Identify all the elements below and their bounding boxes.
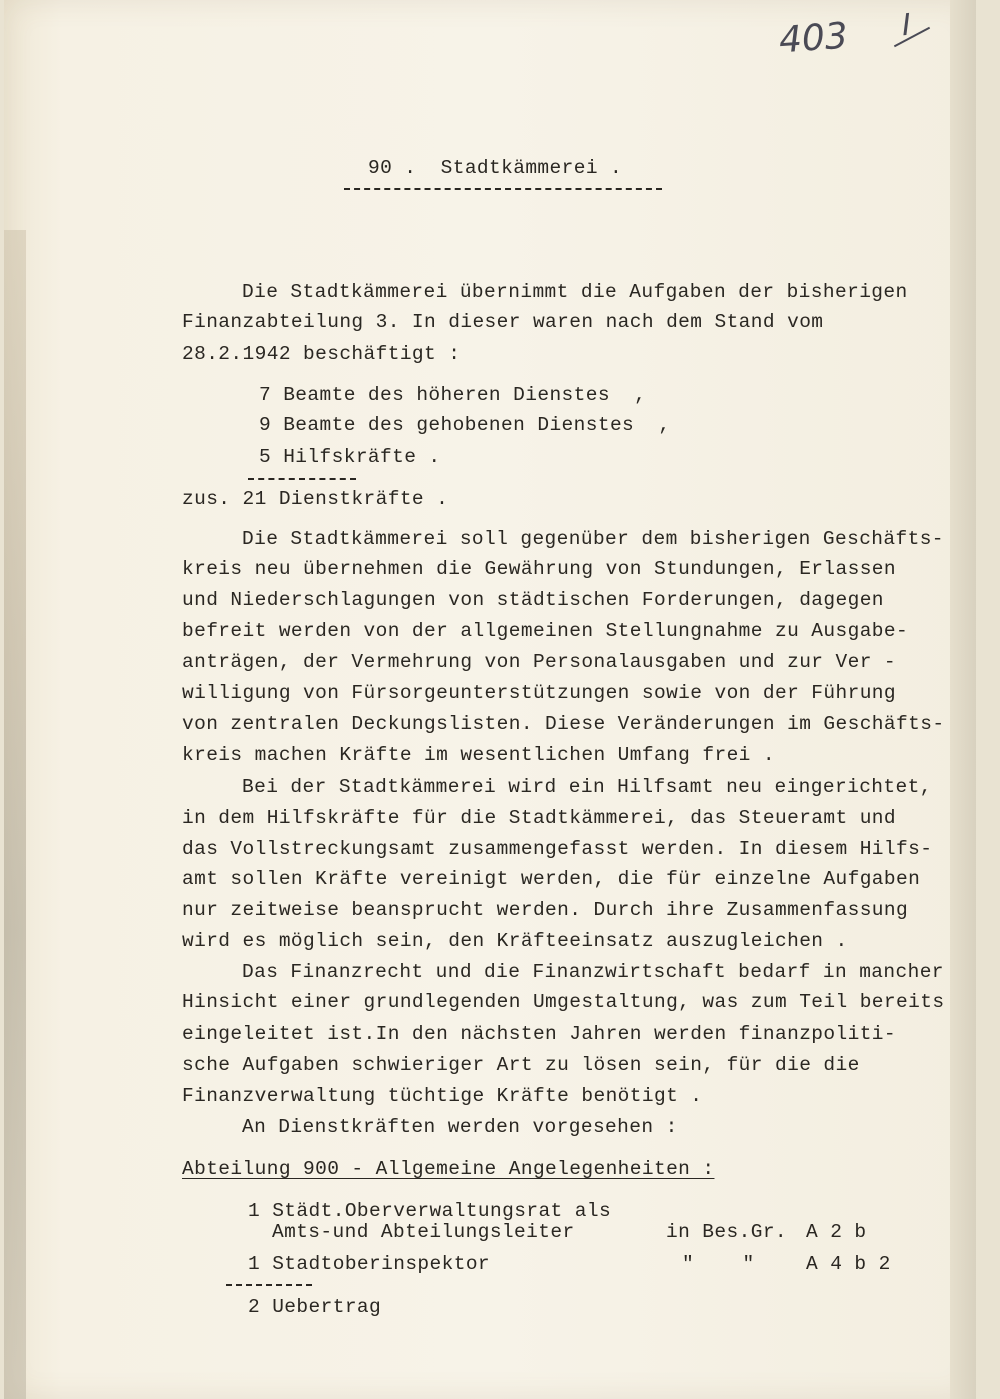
- paragraph4-line: Finanzverwaltung tüchtige Kräfte benötigt .: [182, 1085, 703, 1107]
- paragraph1-line: Die Stadtkämmerei übernimmt die Aufgaben der bisherigen: [242, 281, 908, 303]
- paragraph3-line: amt sollen Kräfte vereinigt werden, die für einzelne Aufgaben: [182, 868, 921, 890]
- carry-over: 2 Uebertrag: [248, 1296, 382, 1318]
- paragraph2-line: anträgen, der Vermehrung von Personalausgaben und zur Ver -: [182, 651, 897, 673]
- paragraph3-line: nur zeitweise beansprucht werden. Durch ihre Zusammenfassung: [182, 899, 909, 921]
- paragraph3-line: in dem Hilfskräfte für die Stadtkämmerei, das Steueramt und: [182, 807, 897, 829]
- position-title: 1 Stadtoberinspektor: [248, 1253, 491, 1275]
- document-page: [4, 0, 976, 1399]
- paragraph3-line: wird es möglich sein, den Kräfteeinsatz auszugleichen .: [182, 930, 848, 952]
- paragraph4-line: Hinsicht einer grundlegenden Umgestaltung, was zum Teil bereits: [182, 991, 945, 1013]
- position-title: 1 Städt.Oberverwaltungsrat als: [248, 1200, 612, 1222]
- handwritten-mark: I: [900, 7, 913, 44]
- paragraph2-line: kreis machen Kräfte im wesentlichen Umfang frei .: [182, 744, 775, 766]
- section-heading: Abteilung 900 - Allgemeine Angelegenheiten :: [182, 1158, 715, 1180]
- staff-item: 7 Beamte des höheren Dienstes ,: [259, 384, 647, 406]
- torn-left-edge: [4, 230, 26, 1399]
- paragraph1-line: 28.2.1942 beschäftigt :: [182, 343, 461, 365]
- position-grade-prefix: in Bes.Gr.: [666, 1221, 788, 1243]
- paragraph4-line: eingeleitet ist.In den nächsten Jahren werden finanzpoliti-: [182, 1023, 897, 1045]
- title-underline: [344, 188, 662, 190]
- paragraph2-line: von zentralen Deckungslisten. Diese Veränderungen im Geschäfts-: [182, 713, 945, 735]
- paragraph2-line: willigung von Fürsorgeunterstützungen sowie von der Führung: [182, 682, 897, 704]
- paragraph4-line: sche Aufgaben schwieriger Art zu lösen sein, für die die: [182, 1054, 860, 1076]
- position-grade: A 4 b 2: [806, 1253, 891, 1275]
- paragraph4-line: Das Finanzrecht und die Finanzwirtschaft bedarf in mancher: [242, 961, 944, 983]
- handwritten-page-number: 403: [777, 15, 850, 62]
- paragraph2-line: befreit werden von der allgemeinen Stellungnahme zu Ausgabe-: [182, 620, 909, 642]
- paragraph2-line: Die Stadtkämmerei soll gegenüber dem bisherigen Geschäfts-: [242, 528, 944, 550]
- staff-item: 9 Beamte des gehobenen Dienstes ,: [259, 414, 671, 436]
- paragraph3-line: Bei der Stadtkämmerei wird ein Hilfsamt neu eingerichtet,: [242, 776, 932, 798]
- handwritten-stroke: [894, 27, 930, 48]
- staff-total: zus. 21 Dienstkräfte .: [182, 488, 449, 510]
- staff-item: 5 Hilfskräfte .: [259, 446, 441, 468]
- paragraph5-line: An Dienstkräften werden vorgesehen :: [242, 1116, 678, 1138]
- page-right-edge: [950, 0, 976, 1399]
- position-grade-prefix: " ": [682, 1253, 755, 1275]
- position-grade: A 2 b: [806, 1221, 867, 1243]
- carry-rule: [226, 1284, 312, 1286]
- paragraph1-line: Finanzabteilung 3. In dieser waren nach dem Stand vom: [182, 311, 824, 333]
- paragraph2-line: kreis neu übernehmen die Gewährung von Stundungen, Erlassen: [182, 558, 897, 580]
- sum-rule: [248, 478, 356, 480]
- paragraph2-line: und Niederschlagungen von städtischen Forderungen, dagegen: [182, 589, 884, 611]
- paragraph3-line: das Vollstreckungsamt zusammengefasst werden. In diesem Hilfs-: [182, 838, 933, 860]
- page-title: 90 . Stadtkämmerei .: [368, 157, 623, 179]
- position-title-continued: Amts-und Abteilungsleiter: [272, 1221, 575, 1243]
